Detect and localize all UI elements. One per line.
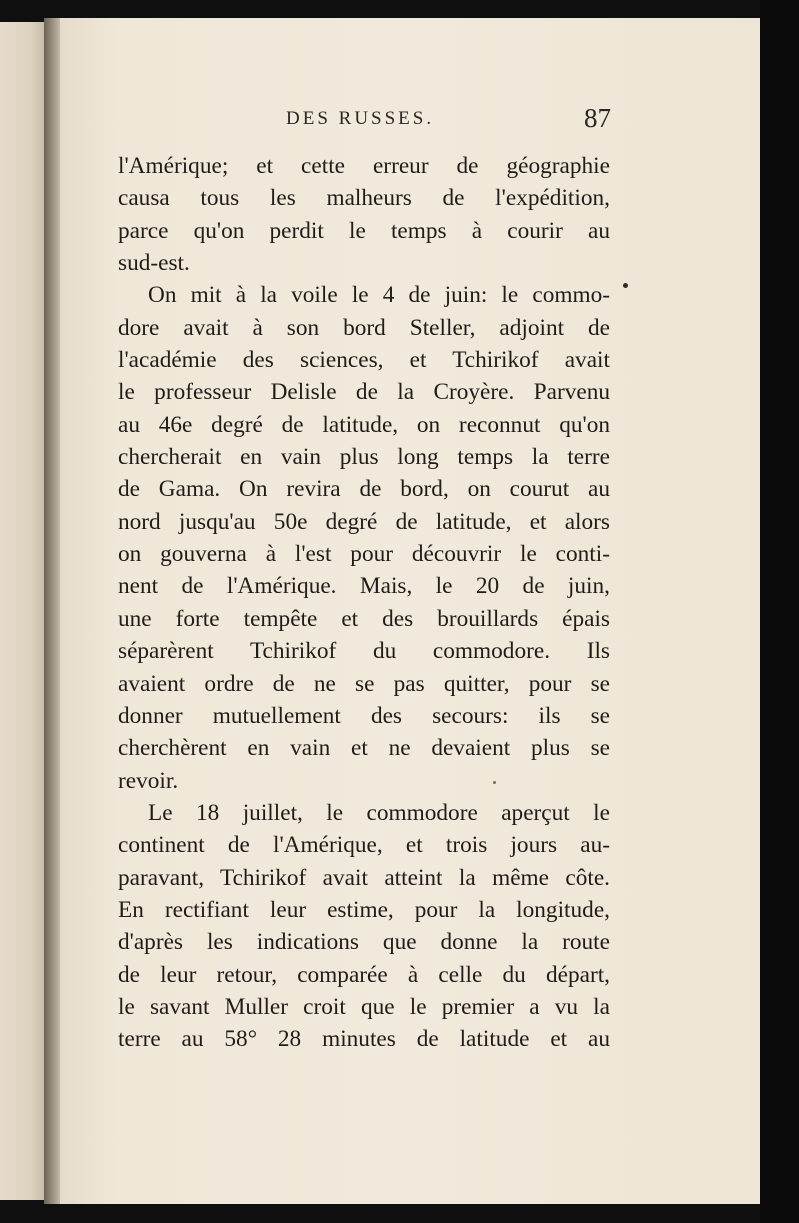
text-line: de leur retour, comparée à celle du départ, (118, 961, 610, 988)
text-line: le savant Muller croit que le premier a vu la (118, 993, 610, 1020)
running-head: DES RUSSES. (286, 108, 435, 129)
text-line: continent de l'Amérique, et trois jours au- (118, 832, 610, 859)
text-line: nent de l'Amérique. Mais, le 20 de juin, (118, 573, 610, 600)
text-line: de Gama. On revira de bord, on courut au (118, 476, 610, 503)
text-line: au 46e degré de latitude, on reconnut qu'on (118, 411, 610, 438)
text-line: parce qu'on perdit le temps à courir au (118, 217, 610, 244)
text-line: paravant, Tchirikof avait atteint la même côte. (118, 864, 610, 891)
text-line: On mit à la voile le 4 de juin: le commo- (148, 282, 610, 309)
text-line: dore avait à son bord Steller, adjoint de (118, 314, 610, 341)
ink-spot (623, 283, 628, 288)
page-number: 87 (584, 103, 611, 133)
text-line: séparèrent Tchirikof du commodore. Ils (118, 638, 610, 665)
text-line: terre au 58° 28 minutes de latitude et au (118, 1026, 610, 1053)
facing-page-edge (0, 22, 44, 1200)
text-line: causa tous les malheurs de l'expédition, (118, 185, 610, 212)
text-line: l'académie des sciences, et Tchirikof avait (118, 347, 610, 374)
body-text (118, 150, 610, 1056)
text-line: cherchèrent en vain et ne devaient plus se (118, 735, 610, 762)
ink-spot (493, 781, 496, 784)
text-line: d'après les indications que donne la route (118, 929, 610, 956)
text-line: chercherait en vain plus long temps la terre (118, 444, 610, 471)
text-line: revoir. (118, 767, 179, 794)
text-line: sud-est. (118, 250, 190, 277)
text-line: donner mutuellement des secours: ils se (118, 702, 610, 729)
text-line: l'Amérique; et cette erreur de géographie (118, 153, 610, 179)
text-line: le professeur Delisle de la Croyère. Parvenu (118, 379, 610, 406)
text-line: En rectifiant leur estime, pour la longitude, (118, 896, 610, 923)
text-line: Le 18 juillet, le commodore aperçut le (148, 799, 610, 826)
text-line: une forte tempête et des brouillards épais (118, 605, 610, 632)
text-line: avaient ordre de ne se pas quitter, pour se (118, 670, 610, 697)
text-line: nord jusqu'au 50e degré de latitude, et alors (118, 508, 610, 535)
scan-border (760, 0, 799, 1223)
text-line: on gouverna à l'est pour découvrir le conti- (118, 541, 610, 568)
